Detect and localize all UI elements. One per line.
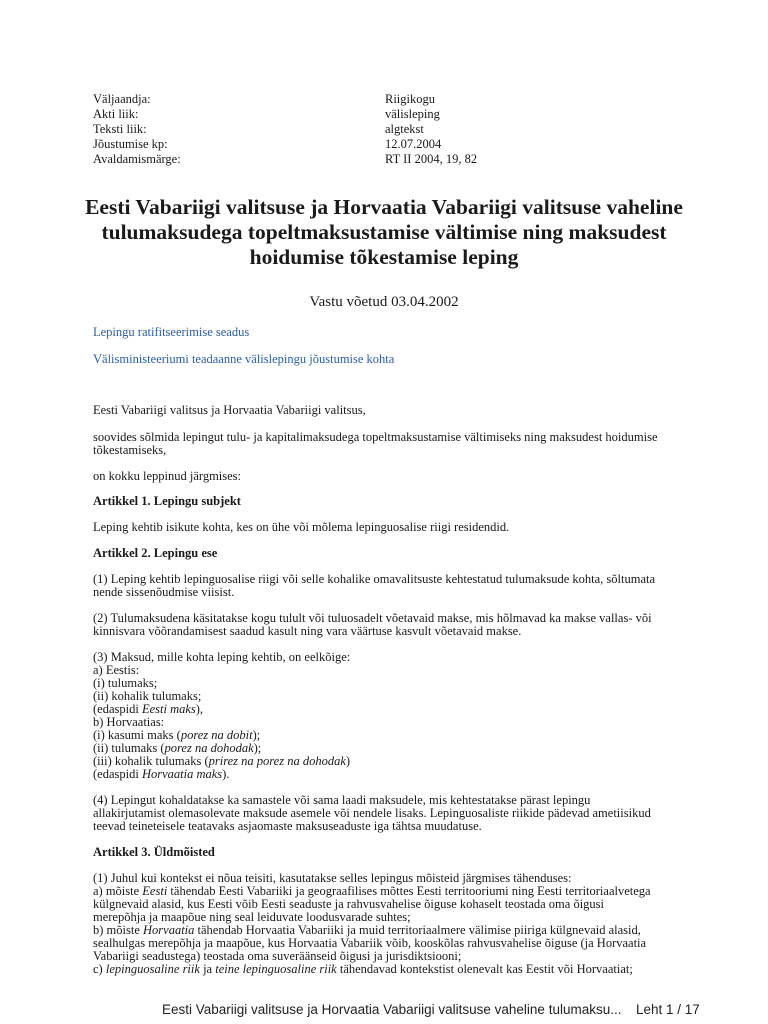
document-title: Eesti Vabariigi valitsuse ja Horvaatia Vabariigi valitsuse vaheline tulumaksudega topeltmaksustamise vältimise ning maksudest hoidumise tõkestamise leping [85, 195, 683, 269]
text-line: (2) Tulumaksudena käsitatakse kogu tulult või tuluosadelt võetavaid makse, mis hõlmavad ka makse vallas- või [93, 611, 652, 625]
text-line: a) Eestis: [93, 663, 140, 677]
text-line: (1) Juhul kui kontekst ei nõua teisiti, kasutatakse selles lepingus mõisteid järgmises tähenduses: [93, 871, 572, 885]
metadata-value: RT II 2004, 19, 82 [385, 152, 478, 166]
metadata-label: Akti liik: [93, 107, 139, 121]
italic-term: Horvaatia maks [141, 767, 223, 781]
text-line: (3) Maksud, mille kohta leping kehtib, on eelkõige: [93, 650, 351, 664]
metadata-value: välisleping [385, 107, 440, 121]
intro-paragraph [93, 431, 683, 457]
text-line: kinnisvara võõrandamisest saadud kasult ning vara väärtuse kasvult võetavaid makse. [93, 624, 522, 638]
text-fragment: tähendab Horvaatia Vabariiki ja muid territoriaalmere välimise piiriga külgnevaid alasid, [194, 923, 641, 937]
text-fragment: ja [199, 962, 216, 976]
viewer-footer [0, 1000, 768, 1024]
article-3-paragraph-1 [93, 872, 683, 976]
intro-paragraph: Eesti Vabariigi valitsus ja Horvaatia Vabariigi valitsus, [93, 403, 366, 417]
ratification-law-link[interactable]: Lepingu ratifitseerimise seadus [93, 325, 250, 339]
footer-document-title: Eesti Vabariigi valitsuse ja Horvaatia Vabariigi valitsuse vaheline tulumaksu... [162, 1002, 622, 1017]
italic-term: prirez na porez na dohodak [208, 754, 346, 768]
metadata-label: Avaldamismärge: [93, 152, 181, 166]
text-fragment: (edaspidi [93, 702, 142, 716]
article-1-heading: Artikkel 1. Lepingu subjekt [93, 494, 241, 508]
text-line: allakirjutamist olemasolevate maksude asemele või nendele lisaks. Lepinguosaliste riikide pädevad ametiisikud [93, 806, 651, 820]
article-2-paragraph-3 [93, 651, 683, 781]
text-fragment: tähendab Eesti Vabariiki ja geograafilises mõttes Eesti territooriumi ning Eesti territoriaalvetega [167, 884, 651, 898]
metadata-value: Riigikogu [385, 92, 436, 106]
metadata-value: 12.07.2004 [385, 137, 442, 151]
document-body [93, 404, 683, 976]
text-line: nende sissenõudmise viisist. [93, 585, 235, 599]
article-2-paragraph-1 [93, 573, 683, 599]
text-fragment: (edaspidi [93, 767, 142, 781]
article-2-heading: Artikkel 2. Lepingu ese [93, 546, 218, 560]
italic-term: porez na dohodak [164, 741, 254, 755]
article-2-paragraph-4 [93, 794, 683, 833]
text-fragment: c) [93, 962, 106, 976]
metadata-row [93, 122, 693, 137]
text-fragment: (i) kasumi maks ( [93, 728, 181, 742]
italic-term: porez na dobit [180, 728, 253, 742]
text-line: (1) Leping kehtib lepinguosalise riigi või selle kohalike omavalitsuste kehtestatud tulumaksude kohta, sõltumata [93, 572, 656, 586]
text-line: külgnevaid alasid, kus Eesti võib Eesti seaduste ja rahvusvahelise õiguse kohaselt teostada oma õigusi [93, 897, 604, 911]
italic-term: Eesti maks [141, 702, 196, 716]
text-fragment: ); [253, 741, 262, 755]
text-line: tõkestamiseks, [93, 443, 167, 457]
italic-term: lepinguosaline riik [105, 962, 200, 976]
italic-term: teine lepinguosaline riik [215, 962, 337, 976]
metadata-row [93, 137, 693, 152]
metadata-label: Jõustumise kp: [93, 137, 168, 151]
article-1-text: Leping kehtib isikute kohta, kes on ühe või mõlema lepinguosalise riigi residendid. [93, 520, 510, 534]
text-fragment: ); [252, 728, 261, 742]
text-fragment: (ii) tulumaks ( [93, 741, 165, 755]
article-3-heading: Artikkel 3. Üldmõisted [93, 845, 215, 859]
text-fragment: a) mõiste [93, 884, 143, 898]
text-fragment: b) mõiste [93, 923, 143, 937]
intro-paragraph: on kokku leppinud järgmises: [93, 469, 242, 483]
metadata-row [93, 92, 693, 107]
text-fragment: ). [222, 767, 230, 781]
text-line: Vabariigi seadustega) teostada oma suveräänseid õigusi ja jurisdiktsiooni; [93, 949, 462, 963]
text-fragment: (iii) kohalik tulumaks ( [93, 754, 209, 768]
metadata-label: Teksti liik: [93, 122, 147, 136]
entry-into-force-notice-link[interactable]: Välisministeeriumi teadaanne välislepingu jõustumise kohta [93, 352, 395, 366]
italic-term: Eesti [142, 884, 168, 898]
text-fragment: tähendavad kontekstist olenevalt kas Eestit või Horvaatiat; [336, 962, 633, 976]
text-line: teevad teineteisele teatavaks asjaomaste maksuseaduste iga tähtsa muudatuse. [93, 819, 482, 833]
text-line: b) Horvaatias: [93, 715, 165, 729]
text-line: (4) Lepingut kohaldatakse ka samastele või sama laadi maksudele, mis kehtestatakse pärast lepingu [93, 793, 591, 807]
text-fragment: ), [195, 702, 204, 716]
metadata-row [93, 152, 693, 167]
adoption-date: Vastu võetud 03.04.2002 [309, 294, 459, 310]
metadata-value: algtekst [385, 122, 424, 136]
article-2-paragraph-2 [93, 612, 683, 638]
metadata-row [93, 107, 693, 122]
metadata-table [93, 92, 693, 167]
metadata-label: Väljaandja: [93, 92, 151, 106]
text-fragment: ) [345, 754, 351, 768]
page-indicator: Leht 1 / 17 [636, 1002, 700, 1017]
italic-term: Horvaatia [143, 923, 195, 937]
text-line: (ii) kohalik tulumaks; [93, 689, 202, 703]
text-line: merepõhja ja maapõue ning seal leiduvate loodusvarade suhtes; [93, 910, 411, 924]
text-line: soovides sõlmida lepingut tulu- ja kapitalimaksudega topeltmaksustamise vältimiseks ning maksudest hoidumise [93, 430, 658, 444]
text-line: sealhulgas merepõhja ja maapõue, kus Horvaatia Vabariik võib, kooskõlas rahvusvahelise õiguse (ja Horvaatia [93, 936, 647, 950]
text-line: (i) tulumaks; [93, 676, 158, 690]
